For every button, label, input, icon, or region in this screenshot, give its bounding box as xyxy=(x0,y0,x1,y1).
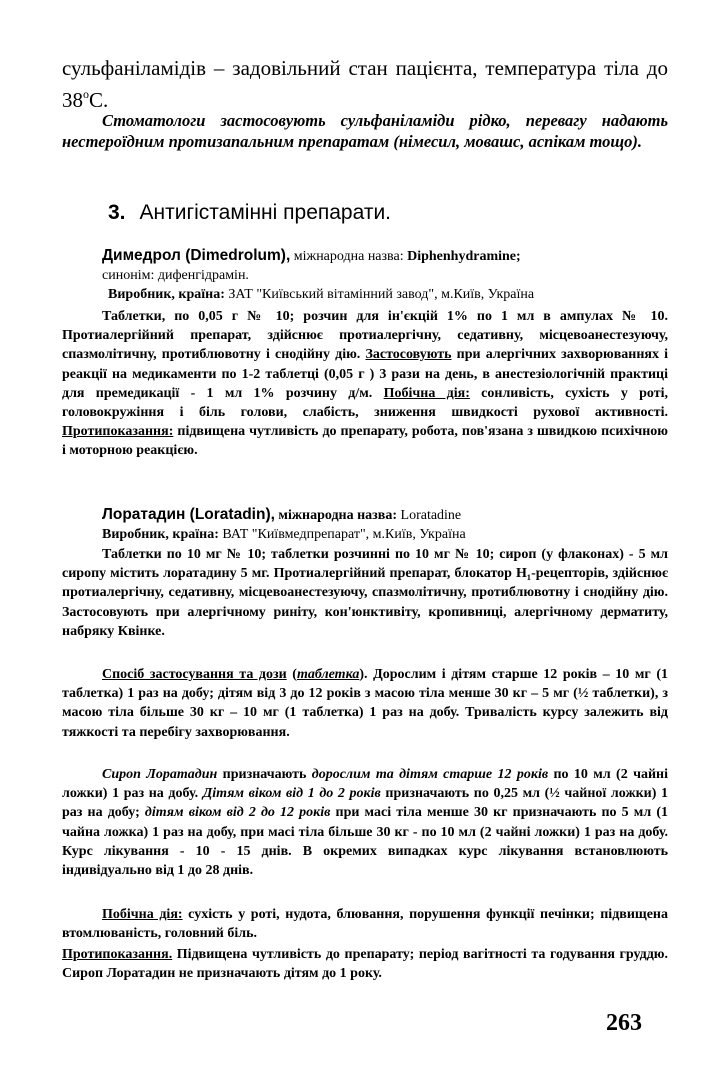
section-number: 3. xyxy=(108,201,126,224)
contraindications-label: Протипоказання: xyxy=(62,424,174,440)
side-effects-text: сонливість, сухість у роті, головокружіння і біль голови, слабість, зниження швидкості рухової активності. xyxy=(62,385,668,421)
maker-line xyxy=(62,285,668,304)
temperature-value: 38 xyxy=(62,88,83,112)
drug-dimedrol-header xyxy=(62,246,668,305)
side-effects-text: сухість у роті, нудота, блювання, порушення функції печінки; підвищена втомлюваність, головний біль. xyxy=(62,907,668,942)
syrup-group: дорослим та дітям старше 12 років xyxy=(311,767,549,782)
syrup-group: дітям віком від 2 до 12 років xyxy=(144,805,331,821)
intl-name: Loratadine xyxy=(397,508,462,523)
section-title: Антигістамінні препарати. xyxy=(139,201,392,224)
intl-label: міжнародна назва: xyxy=(290,249,404,264)
syrup-text: призначають по 0,25 мл (½ чайної ложки) 1 раз на добу; xyxy=(62,786,669,821)
syrup-text: при масі тіла менше 30 кг призначають по 5 мл (1 чайна ложка) 1 раз на добу, при масі тіла більше 30 кг - по 10 мл (2 чайні ложки) 1 раз на добу. Курс лікування - 10 - 15 днів. В окремих випадках курс лікування встановлюють індивідуально від 1 до 28 днів. xyxy=(62,805,668,879)
contraindications-text: Підвищена чутливість до препарату; період вагітності та годування груддю. Сироп Лоратадин не призначають дітям до 1 року. xyxy=(62,947,668,982)
page-number: 263 xyxy=(606,1010,642,1036)
syrup-group: Дітям віком від 1 до 2 років xyxy=(202,786,381,802)
dosage-paren: ). xyxy=(359,667,368,682)
syrup-text: призначають xyxy=(217,767,312,782)
use-text: при алергічних захворюваннях і реакції на медикаменти по 1-2 таблетці (0,05 г ) 3 рази на день, в анестезіологічній практиці для премедикації - 1 мл 1% розчину д/м. xyxy=(62,347,669,401)
maker-label: Виробник, країна: xyxy=(108,287,225,303)
drug-name-line xyxy=(62,505,668,525)
maker-label: Виробник, країна: xyxy=(102,527,219,543)
intl-name: Diphenhydramine; xyxy=(403,249,521,264)
maker-line xyxy=(62,525,668,544)
intl-label: міжнародна назва: xyxy=(274,508,398,523)
synonym-line: синонім: дифенгідрамін. xyxy=(102,268,249,284)
loratadin-side-effects xyxy=(62,905,668,943)
text-line: сульфаніламідів – задовільний стан пацієнта, температура тіла до xyxy=(62,56,668,80)
drug-name: Димедрол (Dimedrolum), xyxy=(102,247,291,264)
use-label: Застосовують xyxy=(365,347,452,363)
contraindications-label: Протипоказання. xyxy=(62,947,173,962)
loratadin-description: Таблетки по 10 мг № 10; таблетки розчинні по 10 мг № 10; сироп (у флаконах) - 5 мл сиропу містить лоратадину 5 мг. Протиалергійний препарат, блокатор H₁-рецепторів, здійснює протиалергічну, седативну, місцевоанестезуючу, спазмолітичну, протиблювотну і снодійну дію. Застосовують при алергічному риніту, кон'юнктивіту, кропивниці, алергічному дерматиту, набряку Квінке. xyxy=(62,547,668,639)
contraindications-text: підвищена чутливість до препарату, робота, пов'язана з швидкою психічною і моторною реакцією. xyxy=(62,424,668,459)
maker-value: ВАТ "Київмедпрепарат", м.Київ, Україна xyxy=(218,527,466,543)
drug-name: Лоратадин (Loratadin), xyxy=(102,506,275,523)
temperature-unit: С. xyxy=(89,88,109,112)
section-heading xyxy=(108,198,391,227)
syrup-name: Сироп Лоратадин xyxy=(102,767,218,782)
dosage-label: Спосіб застосування та дози xyxy=(102,667,287,682)
loratadin-contraindications xyxy=(62,945,668,983)
drug-name-line xyxy=(62,246,668,266)
dosage-text: Дорослим і дітям старше 12 років – 10 мг (1 таблетка) 1 раз на добу; дітям від 3 до 12 років з масою тіла менше 30 кг – 5 мг (½ таблетки), з масою тіла більше 30 кг – 10 мг (1 таблетка) 1 раз на добу. Тривалість курсу залежить від тяжкості та перебігу захворювання. xyxy=(62,667,668,740)
italic-note: Стоматологи застосовують сульфаніламіди рідко, перевагу надають нестероїдним протизапальним препаратам (німесил, мовашс, аспікам тощо). xyxy=(62,111,668,151)
side-effects-label: Побічна дія: xyxy=(102,907,183,922)
side-effects-label: Побічна дія: xyxy=(383,385,470,401)
syrup-text: по 10 мл (2 чайні ложки) 1 раз на добу. xyxy=(62,767,668,802)
dosage-paren: ( xyxy=(286,667,297,682)
loratadin-dosage xyxy=(62,665,668,742)
dosage-form: таблетка xyxy=(296,667,360,682)
drug-loratadin-header xyxy=(62,505,668,544)
dimedrol-body xyxy=(62,307,668,461)
dimedrol-forms: Таблетки, по 0,05 г № 10; розчин для ін'єкцій 1% по 1 мл в ампулах № 10. Протиалергійний препарат, здійснює протиалергічну, седативну, місцевоанестезуючу, спазмолітичну, протиблювотну і снодійну дію. xyxy=(62,309,668,363)
maker-value: ЗАТ "Київський вітамінний завод", м.Київ, Україна xyxy=(224,287,535,303)
degree-sign: о xyxy=(83,87,89,101)
loratadin-syrup xyxy=(62,765,668,880)
